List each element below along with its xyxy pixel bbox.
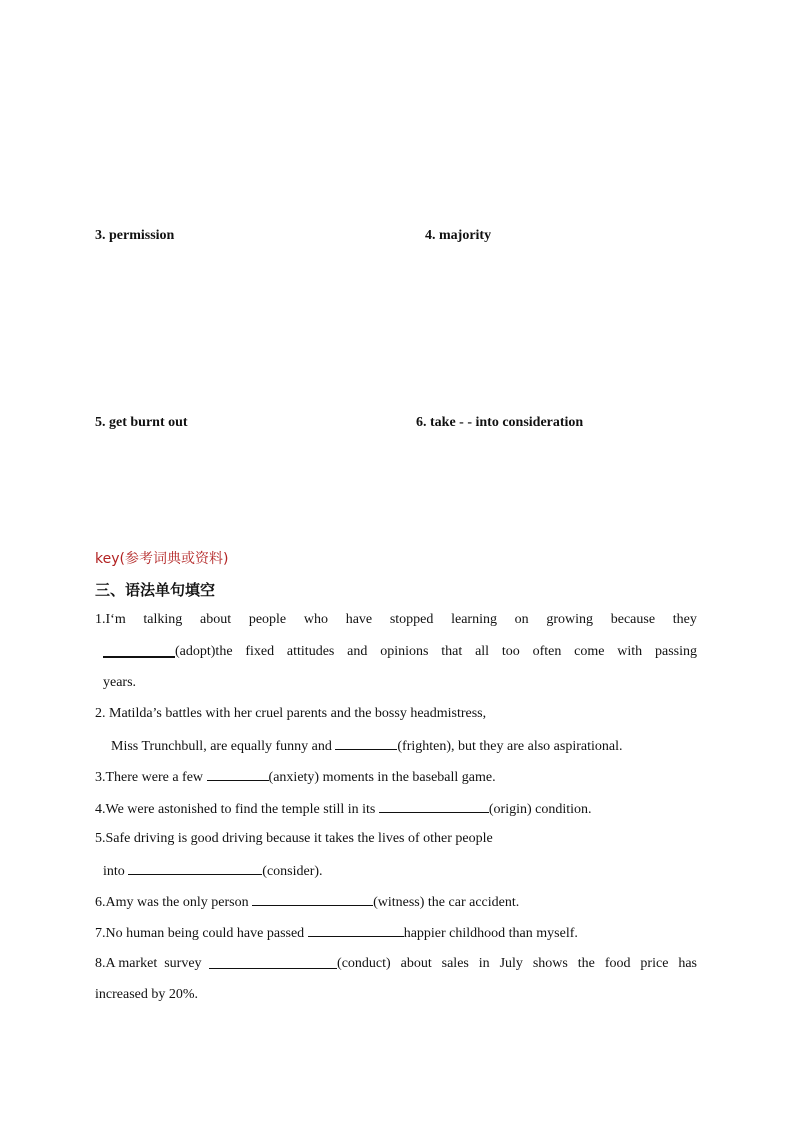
- q1-line1: [95, 612, 697, 628]
- key-label: key(参考词典或资料): [95, 551, 229, 567]
- q4-line: [95, 800, 592, 818]
- q3-line: [95, 768, 496, 786]
- q8-word: shows: [532, 956, 568, 971]
- q1-line2: [103, 644, 697, 660]
- q7-text-before: 7.No human being could have passed: [95, 926, 308, 941]
- q1-word: growing: [546, 612, 594, 627]
- q1-line2-text: [175, 644, 697, 660]
- q3-answer-blank[interactable]: [207, 768, 269, 781]
- q1-word: about: [200, 612, 232, 627]
- vocab-item-3: 3. permission: [95, 228, 175, 243]
- vocab-item-5: 5. get burnt out: [95, 415, 188, 430]
- q1-word: who: [303, 612, 328, 627]
- q7-text-after: happier childhood than myself.: [403, 926, 578, 941]
- q8-word: about: [400, 956, 432, 971]
- section-title: 三、语法单句填空: [95, 581, 216, 599]
- q8-line1-text: [337, 956, 697, 972]
- q1-word: attitudes: [286, 644, 335, 659]
- q1-word: 1.I‘m: [95, 612, 126, 627]
- q1-word: talking: [143, 612, 183, 627]
- q6-answer-blank[interactable]: [252, 893, 373, 906]
- q1-answer-blank[interactable]: [103, 644, 175, 658]
- q1-word: that: [441, 644, 463, 659]
- q1-word: too: [501, 644, 520, 659]
- vocab-item-4: 4. majority: [425, 228, 492, 243]
- q8-word: sales: [441, 956, 469, 971]
- q3-text-after: (anxiety) moments in the baseball game.: [268, 770, 496, 785]
- q1-word: and: [347, 644, 368, 659]
- q4-text-before: 4.We were astonished to find the temple still in its: [95, 802, 379, 817]
- q5-text-after: (consider).: [262, 864, 323, 879]
- q1-word: with: [617, 644, 643, 659]
- q2-line1: 2. Matilda’s battles with her cruel parents and the bossy headmistress,: [95, 706, 487, 721]
- q8-word: (conduct): [337, 956, 391, 971]
- q1-word: people: [248, 612, 287, 627]
- q5-answer-blank[interactable]: [128, 862, 262, 875]
- q8-word: July: [499, 956, 523, 971]
- q8-answer-blank[interactable]: [209, 956, 337, 969]
- q8-text-before: 8.A market survey: [95, 956, 206, 971]
- q4-text-after: (origin) condition.: [488, 802, 592, 817]
- q2-text-before: Miss Trunchbull, are equally funny and: [111, 739, 336, 754]
- q4-answer-blank[interactable]: [379, 800, 489, 813]
- q6-text-after: (witness) the car accident.: [373, 895, 520, 910]
- q1-word: come: [574, 644, 605, 659]
- q6-text-before: 6.Amy was the only person: [95, 895, 253, 910]
- q1-word: opinions: [380, 644, 429, 659]
- q1-word: (adopt)the: [175, 644, 233, 659]
- q8-line1: [95, 956, 697, 972]
- q8-word: has: [678, 956, 697, 971]
- vocab-item-6: 6. take - - into consideration: [416, 415, 584, 430]
- q1-word: fixed: [245, 644, 275, 659]
- q5-line2: [103, 862, 323, 880]
- q1-word: learning: [451, 612, 497, 627]
- q3-text-before: 3.There were a few: [95, 770, 207, 785]
- q7-answer-blank[interactable]: [308, 924, 404, 937]
- q1-word: because: [610, 612, 656, 627]
- q8-word: food: [604, 956, 631, 971]
- q7-line: [95, 924, 578, 942]
- q8-word: the: [577, 956, 595, 971]
- q2-line2: [111, 737, 622, 755]
- q2-answer-blank[interactable]: [335, 737, 397, 750]
- q1-word: passing: [655, 644, 697, 659]
- q1-word: all: [475, 644, 490, 659]
- q8-word: in: [478, 956, 490, 971]
- q6-line: [95, 893, 519, 911]
- q1-word: they: [672, 612, 697, 627]
- q1-word: stopped: [389, 612, 434, 627]
- q1-word: have: [345, 612, 373, 627]
- q1-word: on: [514, 612, 529, 627]
- q8-line2: increased by 20%.: [95, 987, 199, 1002]
- q1-line3: years.: [103, 675, 137, 690]
- q5-line1: 5.Safe driving is good driving because it takes the lives of other people: [95, 831, 493, 846]
- q1-word: often: [532, 644, 562, 659]
- q5-text-before: into: [103, 864, 129, 879]
- q8-word: price: [640, 956, 669, 971]
- q2-text-after: (frighten), but they are also aspirational.: [397, 739, 623, 754]
